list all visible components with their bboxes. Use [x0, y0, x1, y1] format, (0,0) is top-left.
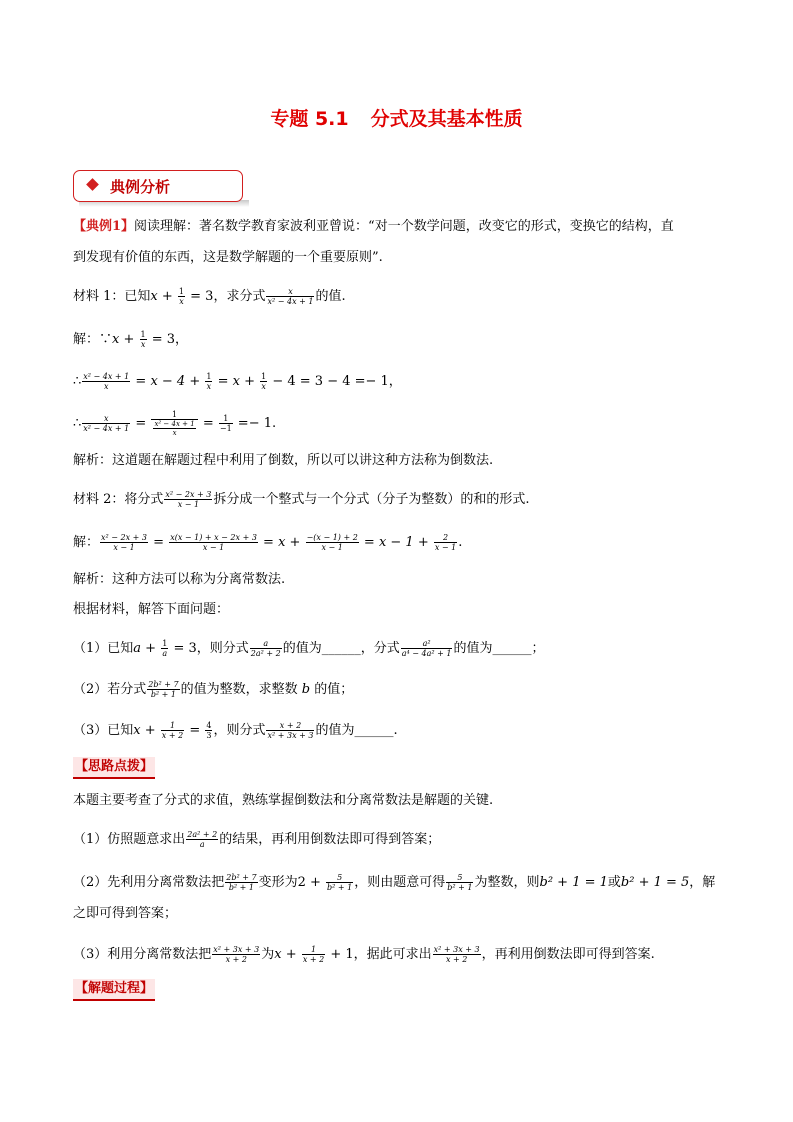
- material1-mid: ，求分式: [213, 289, 266, 304]
- frac-num: 2a² + 2: [187, 830, 218, 839]
- example-intro-line1: [73, 218, 674, 236]
- section-header: [73, 170, 243, 202]
- frac-den: x + 2: [445, 955, 468, 964]
- frac-num: 2b² + 7: [226, 873, 257, 882]
- math-var: b: [301, 682, 311, 697]
- frac-den: x² + 3x + 3: [267, 731, 314, 740]
- frac-num: x: [82, 414, 130, 424]
- hint3-part: ，据此可求出: [353, 947, 432, 962]
- math-expr: = x − 1 +: [359, 535, 433, 550]
- example-intro-line2: 到发现有价值的东西，这是数学解题的一个重要原则”.: [73, 250, 383, 265]
- frac-den: a⁴ − 4a² + 1: [401, 649, 452, 658]
- math-eq: =: [149, 535, 169, 550]
- nested-fraction: [153, 420, 195, 437]
- hint-tag: 【思路点拨】: [73, 757, 155, 779]
- math-eq: = 3，: [147, 332, 189, 347]
- frac-num: 1: [151, 410, 197, 420]
- q1-part: （1）已知: [73, 641, 134, 656]
- q1-part: 的值为______；: [453, 641, 545, 656]
- fraction: [326, 873, 353, 892]
- hint-text: 本题主要考查了分式的求值，熟练掌握倒数法和分离常数法是解题的关键.: [73, 793, 494, 808]
- fraction: [82, 414, 130, 433]
- frac-den: x² − 4x + 1: [267, 297, 314, 306]
- frac-den: x − 1: [113, 543, 135, 552]
- frac-num: x² − 2x + 3: [101, 533, 148, 542]
- hint2-part: 为整数，则: [474, 875, 540, 890]
- frac-num: x: [266, 287, 314, 297]
- analysis1-line: 解析：这道题在解题过程中利用了倒数，所以可以讲这种方法称为倒数法.: [73, 453, 494, 468]
- fraction: [147, 680, 179, 699]
- fraction: [250, 639, 282, 658]
- frac-num: 4: [206, 721, 212, 730]
- frac-den: x − 1: [321, 543, 343, 552]
- q2-part: （2）若分式: [73, 682, 147, 697]
- frac-num: 1: [302, 945, 325, 955]
- solution2-prefix: 解：: [73, 535, 100, 550]
- frac-den: [151, 420, 197, 437]
- fraction: [434, 533, 457, 552]
- math-eq: =: [198, 416, 218, 431]
- material2-suffix: 拆分成一个整式与一个分式（分子为整数）的和的形式.: [213, 492, 530, 507]
- q2-part: 的值；: [314, 682, 354, 697]
- fraction: [205, 721, 212, 740]
- frac-num: 5: [326, 873, 353, 883]
- math-expr: − 4 = 3 − 4 =− 1，: [268, 374, 402, 389]
- solution-tag: 【解题过程】: [73, 979, 155, 1001]
- hint2-part: ，解: [689, 875, 716, 890]
- math-op: +: [140, 723, 160, 738]
- math-op: +: [281, 947, 301, 962]
- math-expr: = x − 4 +: [131, 374, 205, 389]
- fraction: [205, 372, 212, 391]
- math-expr: = x +: [213, 374, 260, 389]
- example-tag: 【典例1】: [73, 219, 135, 234]
- frac-num: 1: [140, 330, 146, 339]
- frac-num: 2b² + 7: [148, 680, 179, 689]
- material2-prefix: 材料 2：将分式: [73, 492, 164, 507]
- fraction: [161, 639, 168, 658]
- fraction: [306, 533, 359, 552]
- frac-num: 1: [219, 414, 233, 424]
- math-var: x: [133, 723, 141, 738]
- fraction: [100, 533, 148, 552]
- math-op: +: [141, 641, 161, 656]
- fraction: [82, 372, 130, 391]
- q3-part: 的值为______.: [315, 723, 398, 738]
- frac-num: x² − 4x + 1: [154, 420, 195, 428]
- title-number: 专题 5.1: [270, 108, 349, 130]
- question2-line: [73, 680, 353, 699]
- frac-den: x: [140, 340, 146, 349]
- fraction: [260, 372, 267, 391]
- fraction: [186, 830, 218, 849]
- fraction: [446, 873, 473, 892]
- frac-den: x: [261, 382, 266, 391]
- therefore: ∴: [73, 416, 82, 431]
- frac-den: x: [179, 297, 184, 306]
- hint2-line: [73, 873, 715, 892]
- frac-den: −1: [219, 424, 232, 433]
- frac-den: x + 2: [161, 731, 184, 740]
- hint3-part: （3）利用分离常数法把: [73, 947, 212, 962]
- fraction: [219, 414, 233, 433]
- fraction: [140, 330, 147, 349]
- hint3-line: [73, 945, 655, 964]
- frac-num: 1: [261, 372, 267, 381]
- frac-num: x² − 4x + 1: [83, 372, 130, 381]
- step1-line: [73, 372, 402, 391]
- frac-num: x² − 2x + 3: [165, 490, 212, 499]
- hint3-part: ，再利用倒数法即可得到答案.: [481, 947, 655, 962]
- diamond-icon: [86, 178, 99, 191]
- frac-den: b² + 1: [150, 690, 177, 699]
- frac-den: x: [104, 382, 109, 391]
- frac-den: 3: [206, 731, 212, 740]
- hint1-part: 的结果，再利用倒数法即可得到答案；: [219, 832, 441, 847]
- frac-den: x − 1: [177, 500, 200, 509]
- fraction: [169, 533, 258, 552]
- frac-den: x + 2: [302, 955, 325, 964]
- fraction: [161, 721, 184, 740]
- math-expr: .: [458, 535, 463, 550]
- math-expr: =− 1.: [233, 416, 277, 431]
- fraction: [164, 490, 212, 509]
- frac-num: x² + 3x + 3: [433, 945, 480, 954]
- fraction: [266, 287, 314, 306]
- q3-part: （3）已知: [73, 723, 134, 738]
- step2-line: [73, 410, 276, 437]
- fraction: [225, 873, 257, 892]
- math-eq: = 3: [169, 641, 197, 656]
- page-title: [0, 104, 793, 131]
- frac-den: x: [172, 429, 177, 437]
- q1-part: 的值为______，分式: [282, 641, 400, 656]
- solution1-line: [73, 330, 188, 349]
- section-label: 典例分析: [110, 178, 171, 196]
- frac-num: x(x − 1) + x − 2x + 3: [170, 533, 257, 542]
- frac-den: b² + 1: [228, 883, 255, 892]
- frac-den: x − 1: [202, 543, 225, 552]
- hint1-part: （1）仿照题意求出: [73, 832, 186, 847]
- therefore: ∴: [73, 374, 82, 389]
- fraction: [401, 639, 453, 658]
- solution2-line: [73, 533, 462, 552]
- question3-line: [73, 721, 398, 740]
- hint2-part: 或: [607, 875, 621, 890]
- material1-suffix: 的值.: [315, 289, 346, 304]
- example-intro: 阅读理解：著名数学教育家波利亚曾说：“对一个数学问题，改变它的形式，变换它的结构，直: [134, 219, 674, 234]
- math-eq: =: [131, 416, 151, 431]
- frac-den: a: [162, 649, 168, 658]
- frac-den: x − 1: [434, 543, 457, 552]
- hint2-part: ，则由题意可得: [354, 875, 446, 890]
- question1-line: [73, 639, 544, 658]
- frac-den: x² − 4x + 1: [83, 424, 130, 433]
- ask-line: 根据材料，解答下面问题：: [73, 602, 230, 617]
- frac-num: 5: [446, 873, 473, 883]
- q2-part: 的值为整数，求整数: [180, 682, 298, 697]
- math-var: x: [150, 289, 158, 304]
- frac-den: 2a² + 2: [250, 649, 281, 658]
- math-var: x: [274, 947, 282, 962]
- frac-den: b² + 1: [327, 883, 353, 892]
- frac-den: x: [206, 382, 212, 391]
- material2-line: [73, 490, 530, 509]
- math-expr: b² + 1 = 1: [539, 875, 608, 890]
- analysis2-line: 解析：这种方法可以称为分离常数法.: [73, 572, 286, 587]
- frac-num: a: [250, 639, 282, 649]
- math-op: +: [119, 332, 139, 347]
- math-var: a: [133, 641, 142, 656]
- frac-num: a²: [401, 639, 453, 649]
- math-expr: b² + 1 = 5: [620, 875, 690, 890]
- q1-part: ，则分式: [196, 641, 249, 656]
- fraction: [266, 721, 314, 740]
- frac-den: x + 2: [225, 955, 247, 964]
- material1-prefix: 材料 1：已知: [73, 289, 151, 304]
- frac-num: 1: [178, 287, 185, 296]
- math-expr: 2 +: [297, 875, 326, 890]
- fraction: [178, 287, 185, 306]
- hint3-part: 为: [261, 947, 275, 962]
- hint2-line2: 之即可得到答案；: [73, 906, 178, 921]
- fraction: [151, 410, 197, 437]
- title-text: 分式及其基本性质: [370, 108, 523, 130]
- fraction: [212, 945, 260, 964]
- hint2-part: （2）先利用分离常数法把: [73, 875, 225, 890]
- frac-num: 1: [162, 639, 168, 648]
- math-expr: + 1: [326, 947, 354, 962]
- frac-den: a: [199, 840, 205, 849]
- frac-den: b² + 1: [447, 883, 473, 892]
- frac-num: x² + 3x + 3: [213, 945, 260, 954]
- hint1-line: [73, 830, 440, 849]
- math-op: +: [157, 289, 177, 304]
- math-var: x: [112, 332, 120, 347]
- math-eq: = 3: [186, 289, 214, 304]
- hint2-part: 变形为: [258, 875, 298, 890]
- math-eq: =: [185, 723, 205, 738]
- material1-line: [73, 287, 346, 306]
- frac-num: 1: [206, 372, 212, 381]
- fraction: [433, 945, 481, 964]
- frac-num: x + 2: [266, 721, 314, 731]
- frac-num: 1: [161, 721, 184, 731]
- fraction: [302, 945, 325, 964]
- solution1-prefix: 解：∵: [73, 332, 113, 347]
- q3-part: ，则分式: [213, 723, 266, 738]
- math-expr: = x +: [258, 535, 305, 550]
- frac-num: 2: [434, 533, 457, 543]
- frac-num: −(x − 1) + 2: [306, 533, 358, 542]
